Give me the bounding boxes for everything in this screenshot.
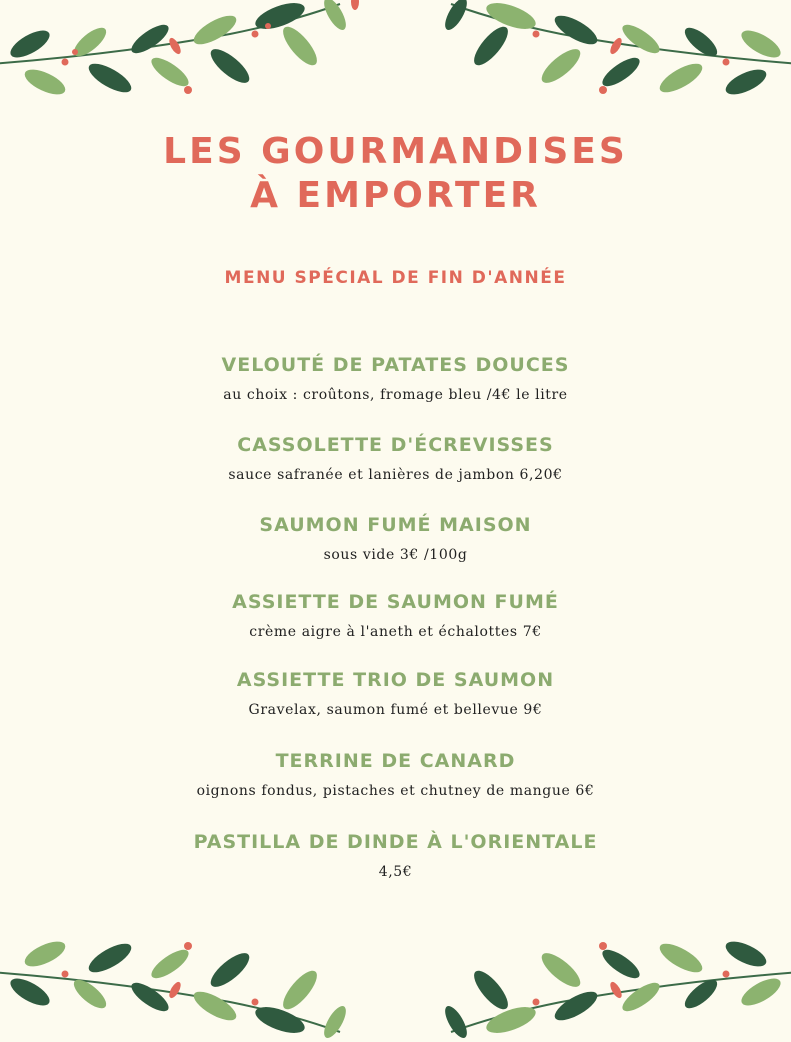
page-title xyxy=(0,130,791,218)
leaf-garland-top-icon xyxy=(0,0,791,124)
menu-item-desc: Gravelax, saumon fumé et bellevue 9€ xyxy=(248,702,543,718)
top-leaf-garland xyxy=(0,0,791,124)
menu-item-desc: au choix : croûtons, fromage bleu /4€ le litre xyxy=(223,387,568,403)
menu-item-name: CASSOLETTE D'ÉCREVISSES xyxy=(237,434,554,456)
bottom-leaf-garland xyxy=(0,912,791,1042)
menu-item-name: ASSIETTE TRIO DE SAUMON xyxy=(236,669,555,691)
menu-item xyxy=(0,352,791,406)
menu-item-name: TERRINE DE CANARD xyxy=(275,750,516,772)
menu-item-name: SAUMON FUMÉ MAISON xyxy=(259,514,532,536)
menu-item xyxy=(0,829,791,883)
menu-item xyxy=(0,667,791,721)
menu-item-desc: oignons fondus, pistaches et chutney de mangue 6€ xyxy=(196,783,595,799)
title-line-1: LES GOURMANDISES xyxy=(163,131,628,172)
menu-item-name: PASTILLA DE DINDE À L'ORIENTALE xyxy=(193,831,598,853)
menu-item-desc: 4,5€ xyxy=(378,864,413,880)
menu-item-name: ASSIETTE DE SAUMON FUMÉ xyxy=(232,591,559,613)
title-line-2: À EMPORTER xyxy=(250,175,541,216)
menu-item-desc: sous vide 3€ /100g xyxy=(323,547,468,563)
menu-item xyxy=(0,432,791,486)
menu-item xyxy=(0,748,791,802)
menu-item-name: VELOUTÉ DE PATATES DOUCES xyxy=(221,354,570,376)
menu-item-desc: crème aigre à l'aneth et échalottes 7€ xyxy=(249,624,542,640)
page-subtitle: MENU SPÉCIAL DE FIN D'ANNÉE xyxy=(224,268,567,288)
menu-item xyxy=(0,512,791,566)
leaf-garland-bottom-icon xyxy=(0,912,791,1042)
menu-item xyxy=(0,589,791,643)
menu-item-desc: sauce safranée et lanières de jambon 6,20€ xyxy=(228,467,563,483)
